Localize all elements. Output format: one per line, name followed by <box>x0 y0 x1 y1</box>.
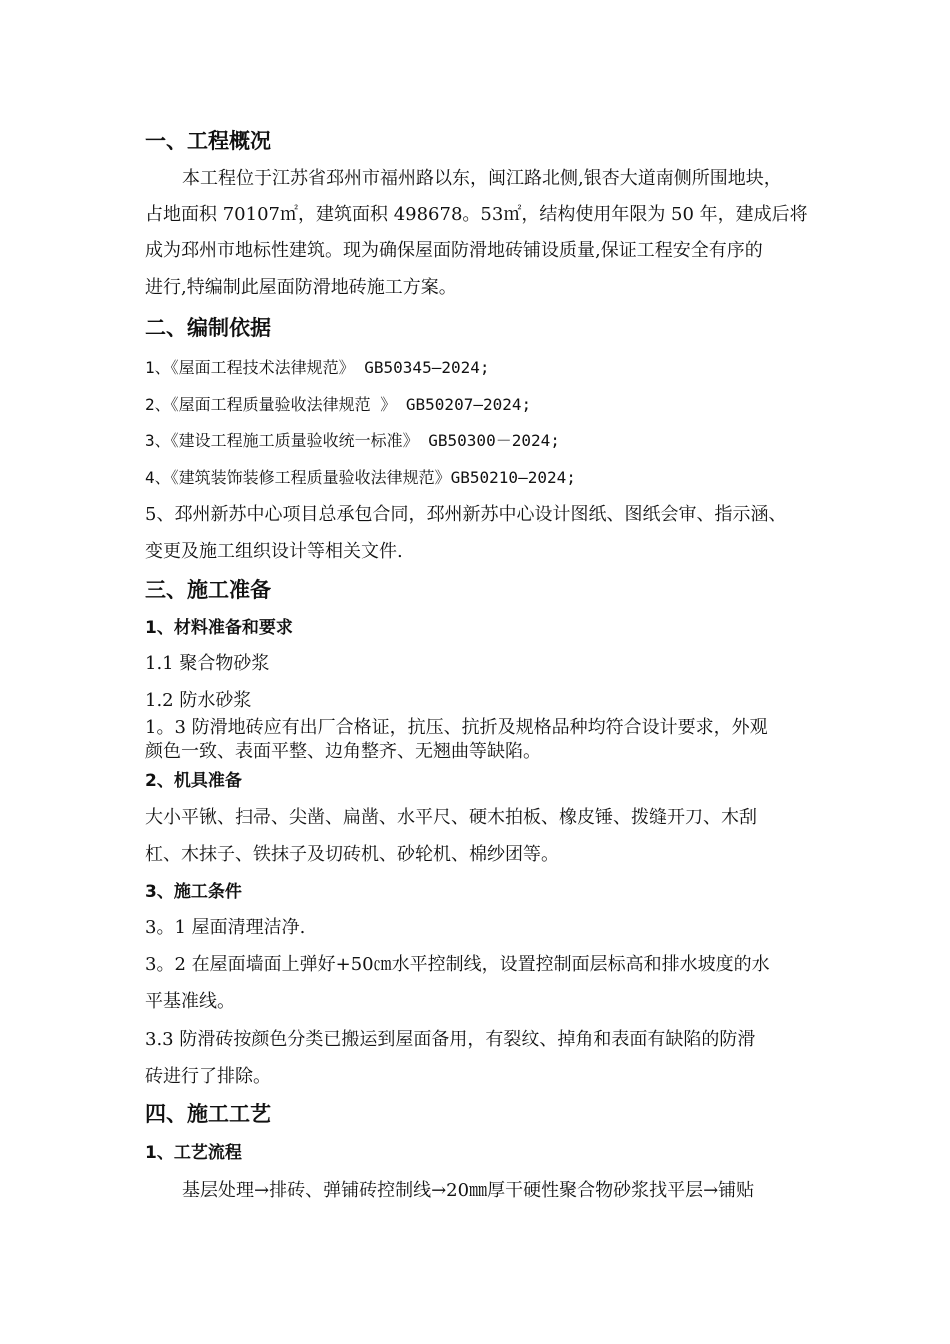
subheading-materials: 1、材料准备和要求 <box>145 618 293 638</box>
list-item: 1、《屋面工程技术法律规范》 GB50345—2024; <box>145 358 490 377</box>
paragraph-line: 平基准线。 <box>145 991 235 1012</box>
list-item: 3、《建设工程施工质量验收统一标准》 GB50300－2024; <box>145 431 560 450</box>
paragraph-line: 本工程位于江苏省邳州市福州路以东，闽江路北侧,银杏大道南侧所围地块， <box>182 168 782 189</box>
subheading-tools: 2、机具准备 <box>145 771 242 791</box>
paragraph-line: 大小平锹、扫帚、尖凿、扁凿、水平尺、硬木拍板、橡皮锤、拨缝开刀、木刮 <box>145 807 757 828</box>
paragraph-line: 颜色一致、表面平整、边角整齐、无翘曲等缺陷。 <box>145 741 541 762</box>
paragraph-line: 基层处理→排砖、弹铺砖控制线→20㎜厚干硬性聚合物砂浆找平层→铺贴 <box>182 1180 755 1201</box>
list-item: 变更及施工组织设计等相关文件. <box>145 541 403 562</box>
paragraph-line: 杠、木抹子、铁抹子及切砖机、砂轮机、棉纱团等。 <box>145 844 559 865</box>
paragraph-line: 1.1 聚合物砂浆 <box>145 653 270 674</box>
section-heading-preparation: 三、施工准备 <box>145 578 271 602</box>
list-item: 2、《屋面工程质量验收法律规范 》 GB50207—2024; <box>145 395 532 414</box>
paragraph-line: 3。2 在屋面墙面上弹好+50㎝水平控制线，设置控制面层标高和排水坡度的水 <box>145 954 770 975</box>
paragraph-line: 砖进行了排除。 <box>145 1066 271 1087</box>
subheading-workflow: 1、工艺流程 <box>145 1143 242 1163</box>
paragraph-line: 3.3 防滑砖按颜色分类已搬运到屋面备用，有裂纹、掉角和表面有缺陷的防滑 <box>145 1029 756 1050</box>
paragraph-line: 3。1 屋面清理洁净. <box>145 917 306 938</box>
list-item: 4、《建筑装饰装修工程质量验收法律规范》GB50210—2024; <box>145 468 576 487</box>
paragraph-line: 1.2 防水砂浆 <box>145 690 252 711</box>
subheading-conditions: 3、施工条件 <box>145 882 242 902</box>
section-heading-basis: 二、编制依据 <box>145 316 271 340</box>
paragraph-line: 进行,特编制此屋面防滑地砖施工方案。 <box>145 277 457 298</box>
paragraph-line: 占地面积 70107㎡，建筑面积 498678。53㎡，结构使用年限为 50 年，建成后将 <box>145 204 808 225</box>
section-heading-process: 四、施工工艺 <box>145 1102 271 1126</box>
paragraph-line: 成为邳州市地标性建筑。现为确保屋面防滑地砖铺设质量,保证工程安全有序的 <box>145 240 763 261</box>
paragraph-line: 1。3 防滑地砖应有出厂合格证，抗压、抗折及规格品种均符合设计要求，外观 <box>145 717 768 738</box>
section-heading-overview: 一、工程概况 <box>145 129 271 153</box>
list-item: 5、邳州新苏中心项目总承包合同，邳州新苏中心设计图纸、图纸会审、指示涵、 <box>145 504 787 525</box>
